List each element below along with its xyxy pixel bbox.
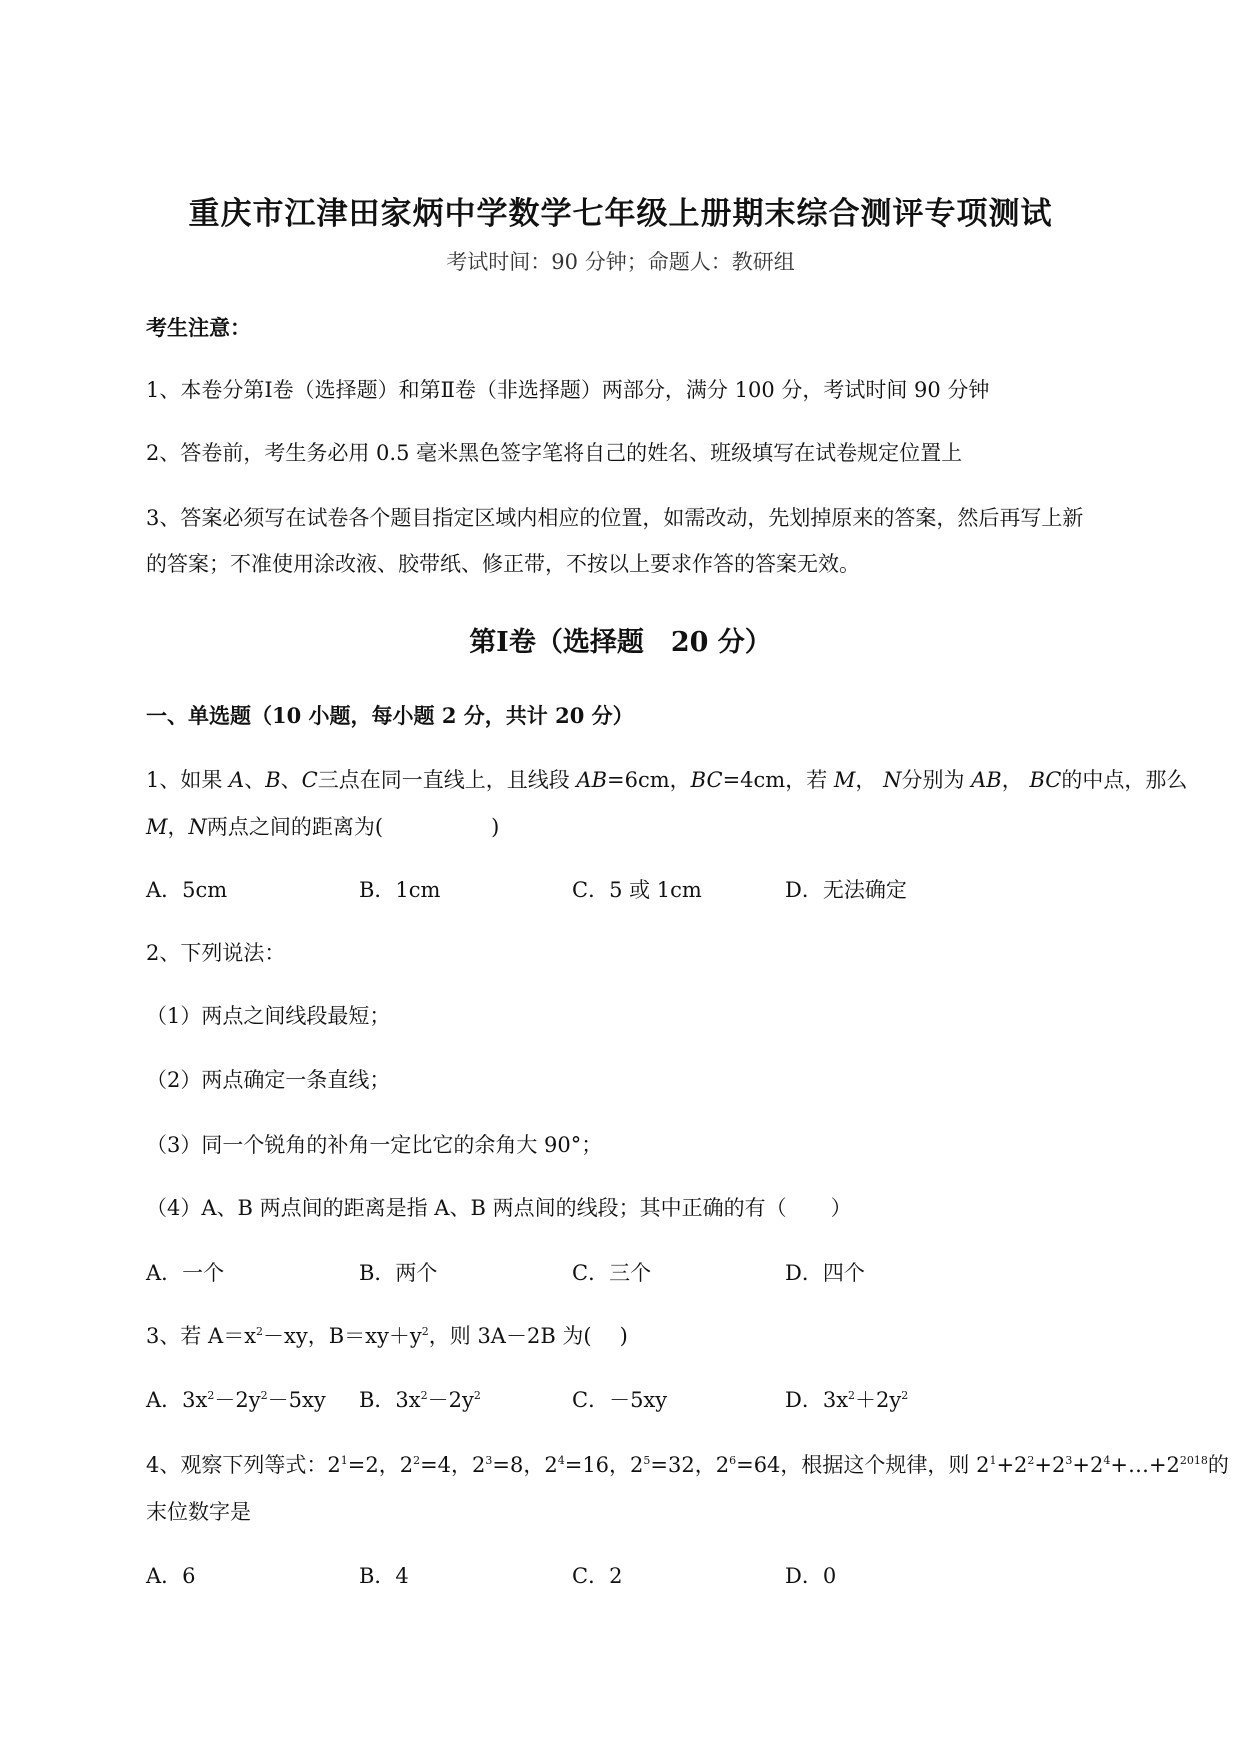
- option-a[interactable]: A．5cm: [146, 878, 228, 902]
- notice-item: 3、答案必须写在试卷各个题目指定区域内相应的位置，如需改动，先划掉原来的答案，然后再写上新: [146, 506, 1084, 530]
- option-b[interactable]: B．$3x^2-2y^2$: [359, 1388, 481, 1412]
- question-1-stem-cont: M，N两点之间的距离为( ): [146, 815, 500, 839]
- notice-item: 的答案；不准使用涂改液、胶带纸、修正带，不按以上要求作答的答案无效。: [146, 552, 860, 576]
- option-c[interactable]: C．2: [572, 1564, 623, 1588]
- statement-item: （1）两点之间线段最短；: [146, 1004, 391, 1028]
- section-heading: 一、单选题（10 小题，每小题 2 分，共计 20 分）: [146, 703, 634, 728]
- notice-item: 1、本卷分第Ⅰ卷（选择题）和第Ⅱ卷（非选择题）两部分，满分 100 分，考试时间 90 分钟: [146, 378, 990, 402]
- option-a[interactable]: A．$3x^2-2y^2-5xy$: [146, 1388, 326, 1412]
- page-title: 重庆市江津田家炳中学数学七年级上册期末综合测评专项测试: [188, 196, 1053, 232]
- option-d[interactable]: D．$3x^2+2y^2$: [785, 1388, 909, 1412]
- statement-item: （3）同一个锐角的补角一定比它的余角大 90°；: [146, 1133, 603, 1157]
- statement-item: （2）两点确定一条直线；: [146, 1068, 391, 1092]
- option-b[interactable]: B．4: [359, 1564, 409, 1588]
- option-b[interactable]: B．两个: [359, 1261, 438, 1285]
- option-d[interactable]: D．四个: [785, 1261, 865, 1285]
- exam-info: 考试时间：90 分钟；命题人：教研组: [446, 250, 795, 274]
- option-d[interactable]: D．无法确定: [785, 878, 907, 902]
- question-3-stem: 3、若 $A=x^2-xy$，$B=xy+y^2$，则 3A－2B 为( ): [146, 1324, 628, 1348]
- part-title: 第Ⅰ卷（选择题 20 分）: [469, 627, 772, 658]
- option-c[interactable]: C．－5xy: [572, 1388, 668, 1412]
- question-2-stem: 2、下列说法：: [146, 941, 286, 965]
- notice-heading: 考生注意：: [146, 315, 251, 340]
- option-d[interactable]: D．0: [785, 1564, 837, 1588]
- notice-item: 2、答卷前，考生务必用 0.5 毫米黑色签字笔将自己的姓名、班级填写在试卷规定位置上: [146, 441, 963, 465]
- option-a[interactable]: A．6: [146, 1564, 196, 1588]
- option-c[interactable]: C．三个: [572, 1261, 652, 1285]
- option-b[interactable]: B．1cm: [359, 878, 441, 902]
- option-c[interactable]: C．5 或 1cm: [572, 878, 702, 902]
- question-1-stem: 1、如果 A、B、C三点在同一直线上，且线段 AB=6cm，BC=4cm，若 M， N分别为 AB， BC的中点，那么: [146, 768, 1188, 792]
- question-4-stem-cont: 末位数字是: [146, 1500, 251, 1524]
- question-4-stem: 4、观察下列等式：$2^1=2$，$2^2=4$，$2^3=8$，$2^4=16$，$2^5=32$，$2^6=64$，根据这个规律，则 $2^1+2^2+2^3+2^4+\dots+2^{2018}$的: [146, 1453, 1229, 1477]
- option-a[interactable]: A．一个: [146, 1261, 225, 1285]
- statement-item: （4）A、B 两点间的距离是指 A、B 两点间的线段；其中正确的有（ ）: [146, 1196, 852, 1220]
